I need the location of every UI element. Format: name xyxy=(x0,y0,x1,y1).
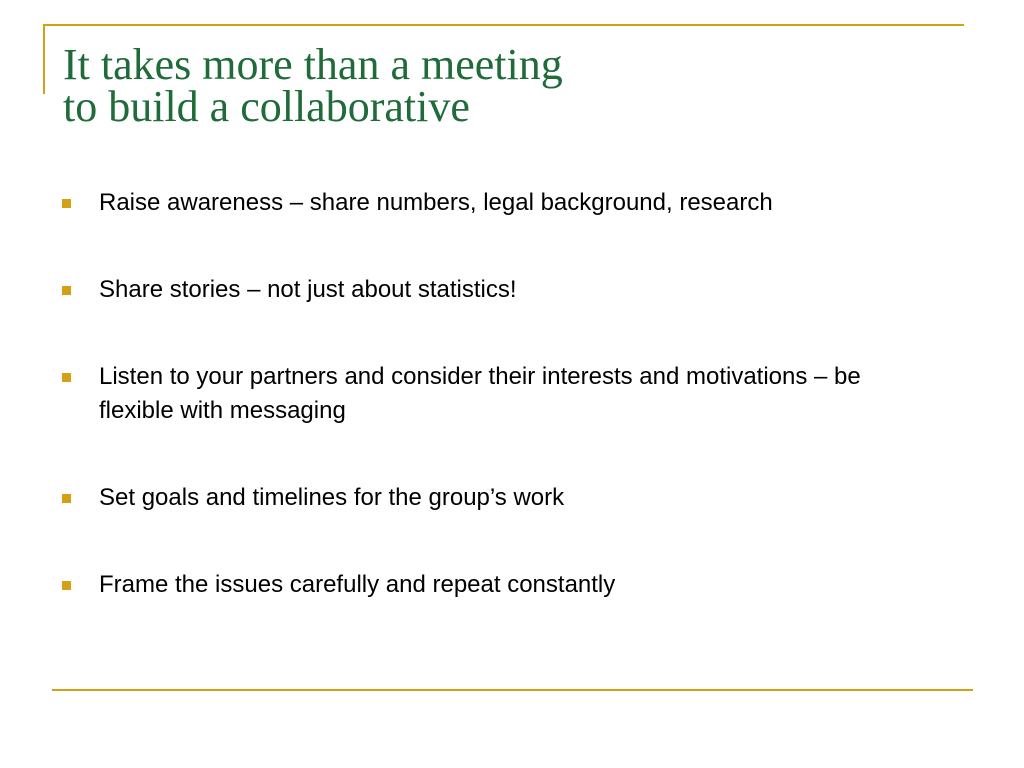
slide-title xyxy=(63,40,963,131)
title-line-1: It takes more than a meeting xyxy=(63,40,563,89)
bullet-text: Set goals and timelines for the group’s work xyxy=(99,484,565,511)
square-bullet-icon xyxy=(62,581,71,590)
top-accent-line xyxy=(43,24,964,26)
square-bullet-icon xyxy=(62,494,71,503)
square-bullet-icon xyxy=(62,286,71,295)
bullet-text: Listen to your partners and consider their interests and motivations – be flexible with messaging xyxy=(99,363,861,424)
bullet-item-set-goals xyxy=(62,481,962,515)
bullet-item-share-stories xyxy=(62,273,962,307)
bullet-text: Raise awareness – share numbers, legal background, research xyxy=(99,189,773,216)
bullet-text: Frame the issues carefully and repeat constantly xyxy=(99,571,616,598)
square-bullet-icon xyxy=(62,199,71,208)
bullet-item-frame-issues xyxy=(62,568,962,602)
bullet-text: Share stories – not just about statistics! xyxy=(99,276,517,303)
bullet-item-listen-to-partners xyxy=(62,360,962,428)
bullet-list xyxy=(62,186,962,655)
square-bullet-icon xyxy=(62,373,71,382)
left-accent-line xyxy=(43,24,45,94)
bottom-accent-line xyxy=(52,689,973,691)
title-line-2: to build a collaborative xyxy=(63,82,470,131)
bullet-item-raise-awareness xyxy=(62,186,962,220)
